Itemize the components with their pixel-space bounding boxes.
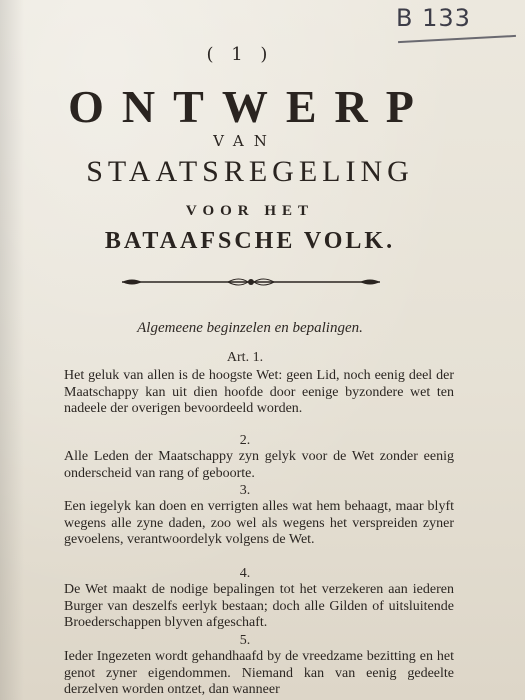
title-bataafsche-volk: BATAAFSCHE VOLK. [104,228,396,254]
title-van: VAN [213,132,277,150]
page-number: ( 1 ) [206,44,274,65]
article-text: Alle Leden der Maatschappy zyn gelyk voor de Wet zonder eenig onderscheid van rang of geboorte. [64,449,454,481]
article-number: 4. [239,566,251,581]
article-number: 2. [239,433,251,448]
section-heading: Algemeene beginzelen en bepalingen. [137,320,363,336]
article-text: Een iegelyk kan doen en verrigten alles wat hem behaagt, maar blyft wegens alle zyne daden, zoo wel als wegens het verspreiden zyner gevoelens, verantwoordelyk volgens de Wet. [64,499,454,547]
title-ontwerp: ONTWERP [68,81,432,132]
article-text: Het geluk van allen is de hoogste Wet: geen Lid, noch eenig deel der Maatschappy kan uit dien hoofde door eenige byzondere wet ten nadeele der overigen bevoordeeld worden. [64,368,454,416]
article-number: 3. [239,483,251,498]
article-number: Art. 1. [226,350,264,365]
article-text: De Wet maakt de nodige bepalingen tot het verzekeren aan iederen Burger van deszelfs eerlyk bestaan; doch alle Gilden of uitsluitende Broederschappen blyven afgeschaft. [64,582,454,630]
ornament-rule [120,274,382,290]
title-voor-het: VOOR HET [185,203,315,219]
title-staatsregeling: STAATSREGELING [86,155,414,188]
handwritten-annotation: B 133 [396,4,471,32]
article-text: Ieder Ingezeten wordt gehandhaafd by de vreedzame bezitting en het genot zyner eigendommen. Niemand kan van eenig gedeelte derzelven worden ontzet, dan wanneer [64,649,454,697]
handwritten-underline [398,35,516,43]
article-number: 5. [239,633,251,648]
